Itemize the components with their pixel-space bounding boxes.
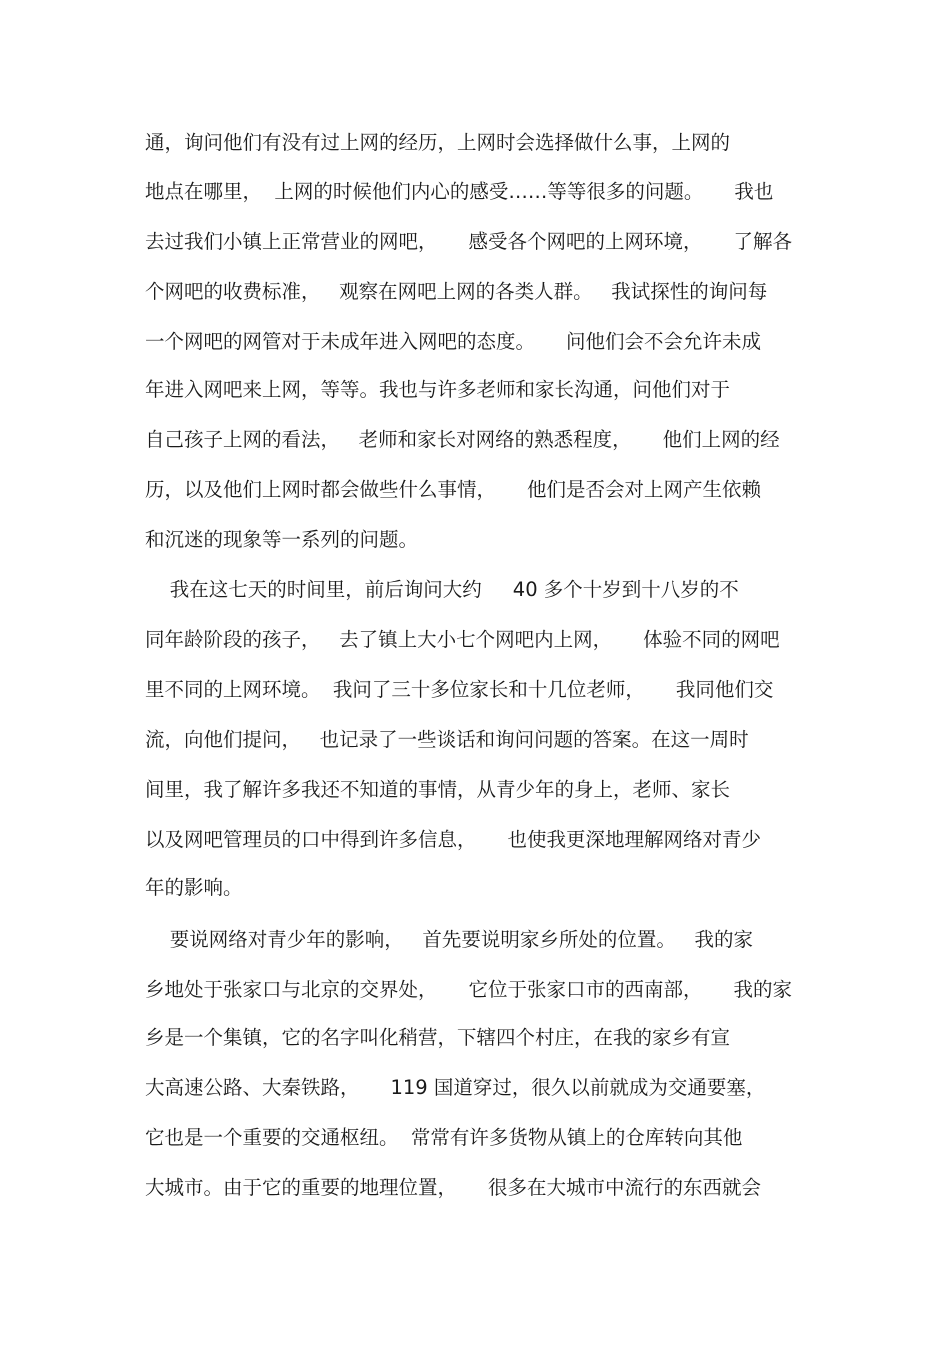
text-line: 乡地处于张家口与北京的交界处， 它位于张家口市的西南部， 我的家 (145, 978, 792, 1001)
text-line: 要说网络对青少年的影响， 首先要说明家乡所处的位置。 我的家 (145, 928, 753, 951)
text-line: 一个网吧的网管对于未成年进入网吧的态度。 问他们会不会允许未成 (145, 330, 761, 353)
text-line: 以及网吧管理员的口中得到许多信息， 也使我更深地理解网络对青少 (145, 828, 761, 851)
text-line: 年的影响。 (145, 876, 243, 899)
text-line: 流，向他们提问， 也记录了一些谈话和询问问题的答案。在这一周时 (145, 728, 749, 751)
text-line: 大城市。由于它的重要的地理位置， 很多在大城市中流行的东西就会 (145, 1176, 761, 1199)
text-line: 通，询问他们有没有过上网的经历，上网时会选择做什么事，上网的 (145, 131, 731, 154)
text-line: 间里，我了解许多我还不知道的事情，从青少年的身上，老师、家长 (145, 778, 731, 801)
text-line: 里不同的上网环境。 我问了三十多位家长和十几位老师， 我同他们交 (145, 678, 774, 701)
text-line: 我在这七天的时间里，前后询问大约 40 多个十岁到十八岁的不 (145, 578, 739, 601)
text-line: 乡是一个集镇，它的名字叫化稍营，下辖四个村庄，在我的家乡有宣 (145, 1026, 731, 1049)
text-line: 年进入网吧来上网，等等。我也与许多老师和家长沟通，问他们对于 (145, 378, 731, 401)
text-line: 地点在哪里， 上网的时候他们内心的感受……等等很多的问题。 我也 (145, 180, 774, 203)
text-line: 历，以及他们上网时都会做些什么事情， 他们是否会对上网产生依赖 (145, 478, 761, 501)
text-line: 同年龄阶段的孩子， 去了镇上大小七个网吧内上网， 体验不同的网吧 (145, 628, 780, 651)
text-line: 和沉迷的现象等一系列的问题。 (145, 528, 419, 551)
text-line: 个网吧的收费标准， 观察在网吧上网的各类人群。 我试探性的询问每 (145, 280, 768, 303)
text-line: 它也是一个重要的交通枢纽。 常常有许多货物从镇上的仓库转向其他 (145, 1126, 743, 1149)
text-line: 自己孩子上网的看法， 老师和家长对网络的熟悉程度， 他们上网的经 (145, 428, 780, 451)
text-line: 大高速公路、大秦铁路， 119 国道穿过，很久以前就成为交通要塞， (145, 1076, 766, 1099)
text-line: 去过我们小镇上正常营业的网吧， 感受各个网吧的上网环境， 了解各 (145, 230, 792, 253)
